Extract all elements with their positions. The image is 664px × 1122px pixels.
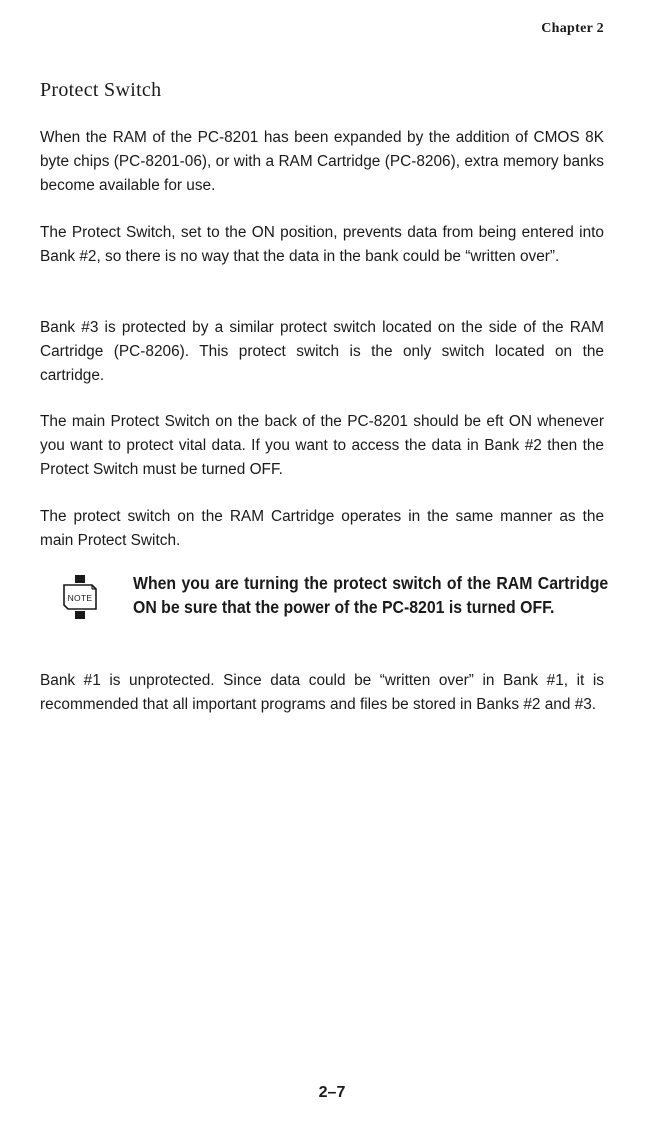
paragraph-cartridge-switch: The protect switch on the RAM Cartridge operates in the same manner as the main Protect Switch. <box>40 508 604 549</box>
page-number: 2–7 <box>318 1084 346 1101</box>
chapter-label: Chapter 2 <box>541 21 604 36</box>
note-icon <box>60 575 100 619</box>
paragraph-ram-expansion: When the RAM of the PC-8201 has been expanded by the addition of CMOS 8K byte chips (PC-8201-06), or with a RAM Cartridge (PC-8206), extra memory banks become available for use. <box>40 129 604 194</box>
note-block <box>40 571 608 651</box>
paragraph-bank3-protection: Bank #3 is protected by a similar protect switch located on the side of the RAM Cartridge (PC-8206). This protect switch is the only switch located on the cartridge. <box>40 319 604 384</box>
note-icon-label: NOTE <box>67 593 93 603</box>
note-text: When you are turning the protect switch of the RAM Cartridge ON be sure that the power of the PC-8201 is turned OFF. <box>133 573 609 617</box>
paragraph-bank1-unprotected: Bank #1 is unprotected. Since data could be “written over” in Bank #1, it is recommended that all important programs and files be stored in Banks #2 and #3. <box>40 672 604 713</box>
paragraph-main-switch: The main Protect Switch on the back of the PC-8201 should be eft ON whenever you want to protect vital data. If you want to access the data in Bank #2 then the Protect Switch must be turned OFF. <box>40 413 604 478</box>
section-title: Protect Switch <box>40 79 162 101</box>
paragraph-protect-switch-on: The Protect Switch, set to the ON position, prevents data from being entered into Bank #2, so there is no way that the data in the bank could be “written over”. <box>40 224 604 265</box>
